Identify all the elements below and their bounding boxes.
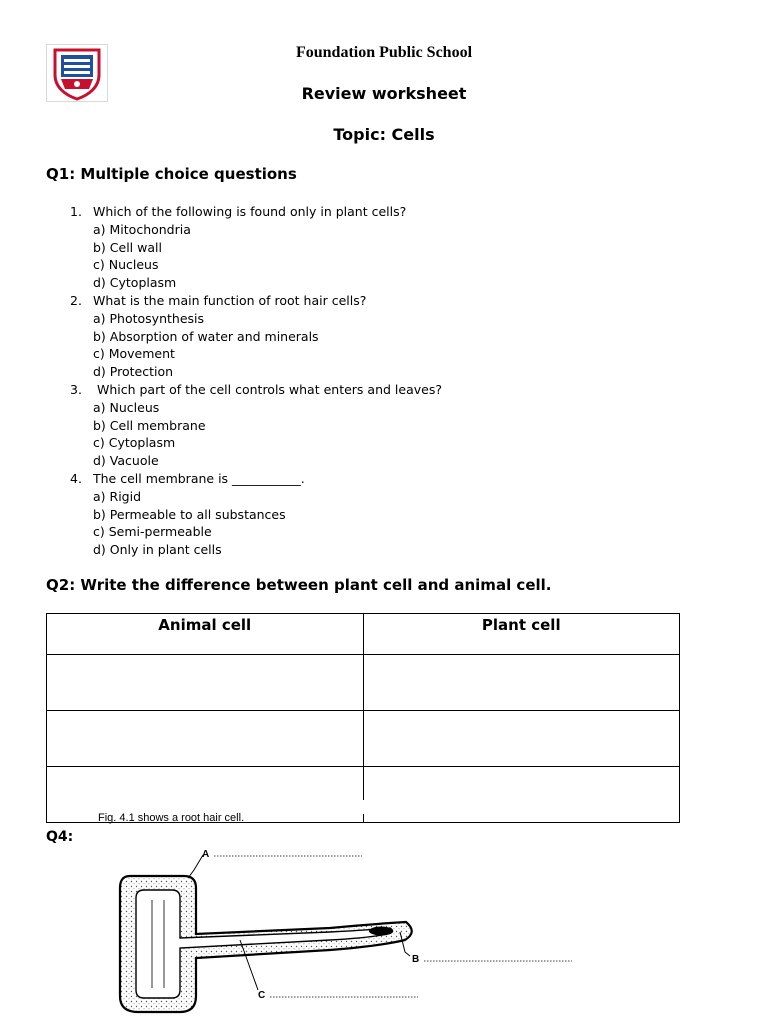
label-c: C bbox=[258, 990, 266, 1001]
table-row bbox=[47, 655, 680, 711]
question-number: 2. bbox=[70, 292, 82, 308]
question-text: What is the main function of root hair cells? bbox=[93, 292, 367, 308]
option: b) Absorption of water and minerals bbox=[93, 328, 319, 344]
table-row bbox=[47, 711, 680, 767]
option: d) Cytoplasm bbox=[93, 275, 177, 291]
question-number: 3. bbox=[70, 381, 82, 397]
question-text: The cell membrane is ___________. bbox=[93, 470, 305, 486]
figure-caption: Fig. 4.1 shows a root hair cell. bbox=[98, 812, 245, 824]
answer-cell[interactable] bbox=[363, 767, 680, 823]
question-1 bbox=[70, 203, 670, 292]
column-header-plant: Plant cell bbox=[363, 614, 680, 655]
label-a: A bbox=[202, 849, 210, 860]
question-2 bbox=[70, 292, 670, 381]
option: c) Nucleus bbox=[93, 257, 159, 273]
question-3 bbox=[70, 381, 670, 470]
difference-table bbox=[46, 613, 680, 823]
option: b) Permeable to all substances bbox=[93, 506, 286, 522]
mcq-list bbox=[70, 203, 670, 559]
answer-cell[interactable] bbox=[363, 655, 680, 711]
option: d) Vacuole bbox=[93, 453, 159, 469]
q4-label: Q4: bbox=[46, 829, 74, 845]
question-number: 1. bbox=[70, 204, 82, 219]
option: a) Photosynthesis bbox=[93, 310, 205, 326]
option: a) Nucleus bbox=[93, 399, 160, 415]
label-b: B bbox=[412, 954, 420, 965]
option: a) Mitochondria bbox=[93, 221, 191, 237]
question-text: Which of the following is found only in plant cells? bbox=[93, 204, 407, 219]
column-header-animal: Animal cell bbox=[47, 614, 364, 655]
root-hair-cell-drawing bbox=[100, 840, 580, 1020]
option: c) Movement bbox=[93, 346, 175, 362]
option: d) Only in plant cells bbox=[93, 542, 222, 558]
question-number: 4. bbox=[70, 470, 82, 486]
q1-title: Q1: Multiple choice questions bbox=[46, 165, 297, 183]
option: b) Cell wall bbox=[93, 239, 162, 255]
option: a) Rigid bbox=[93, 488, 142, 504]
answer-cell[interactable] bbox=[47, 655, 364, 711]
answer-cell[interactable] bbox=[47, 711, 364, 767]
option: c) Cytoplasm bbox=[93, 435, 176, 451]
q2-title: Q2: Write the difference between plant cell and animal cell. bbox=[46, 576, 552, 594]
option: b) Cell membrane bbox=[93, 417, 206, 433]
table-header-row bbox=[47, 614, 680, 655]
question-text: Which part of the cell controls what enters and leaves? bbox=[93, 381, 442, 397]
question-4 bbox=[70, 470, 670, 559]
school-name: Foundation Public School bbox=[295, 44, 473, 61]
root-hair-cell-diagram bbox=[100, 840, 580, 1024]
option: c) Semi-permeable bbox=[93, 524, 212, 540]
answer-cell[interactable] bbox=[363, 711, 680, 767]
topic-title: Topic: Cells bbox=[333, 125, 435, 144]
option: d) Protection bbox=[93, 364, 174, 380]
worksheet-title: Review worksheet bbox=[301, 84, 467, 103]
